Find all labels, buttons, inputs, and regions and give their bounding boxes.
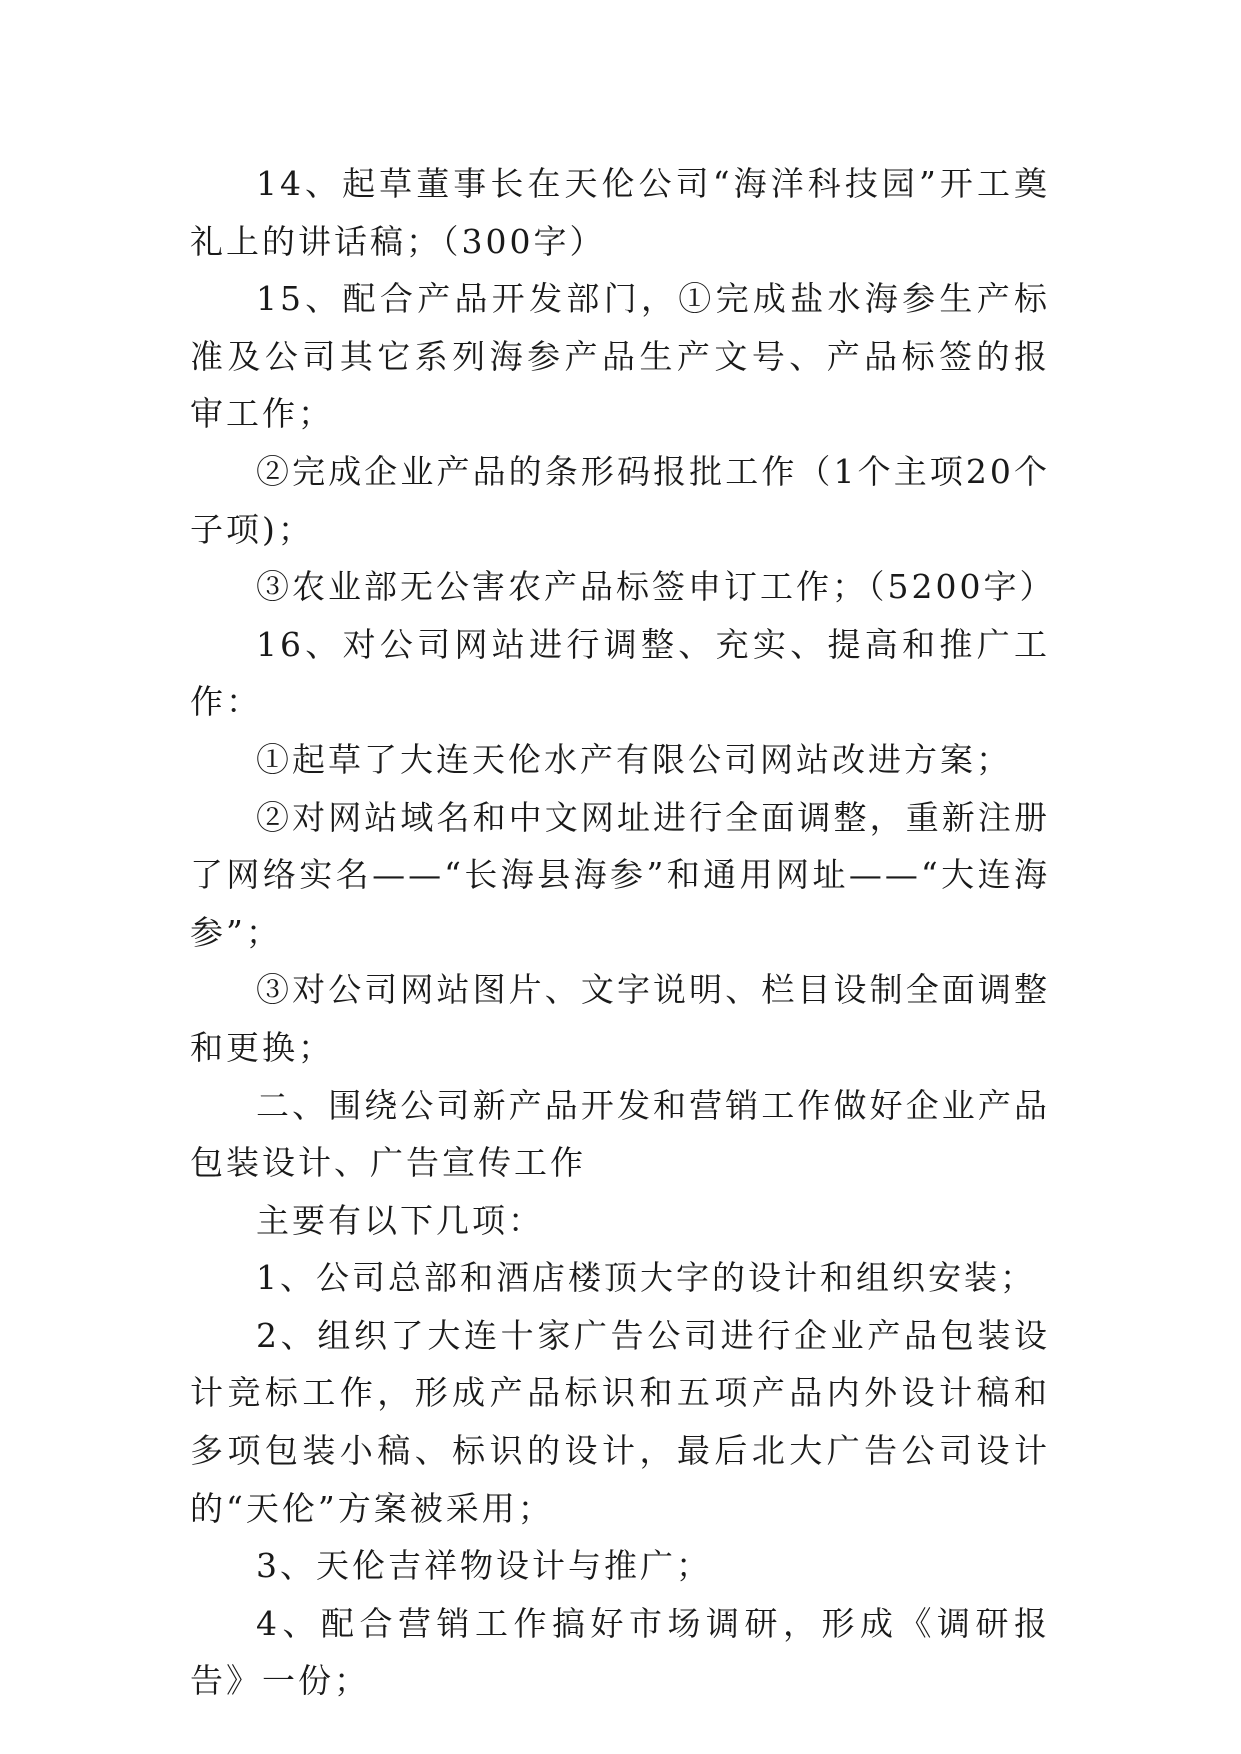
section-heading-2: 二、围绕公司新产品开发和营销工作做好企业产品包装设计、广告宣传工作: [190, 1085, 1050, 1183]
paragraph-sub-item-3b: ③对公司网站图片、文字说明、栏目设制全面调整和更换；: [190, 970, 1050, 1067]
paragraph-list-2: 2、组织了大连十家广告公司进行企业产品包装设计竞标工作，形成产品标识和五项产品内外设计稿和多项包装小稿、标识的设计，最后北大广告公司设计的“天伦”方案被采用；: [190, 1315, 1050, 1528]
paragraph-item-15: 15、配合产品开发部门，①完成盐水海参生产标准及公司其它系列海参产品生产文号、产品标签的报审工作；: [190, 279, 1050, 434]
paragraph-sub-item-1: ①起草了大连天伦水产有限公司网站改进方案；: [256, 739, 1012, 779]
paragraph-list-3: 3、天伦吉祥物设计与推广；: [256, 1546, 712, 1586]
paragraph-list-1: 1、公司总部和酒店楼顶大字的设计和组织安装；: [256, 1258, 1036, 1298]
paragraph-sub-item-2b: ②对网站域名和中文网址进行全面调整，重新注册了网络实名——“长海县海参”和通用网址——“大连海参”；: [190, 797, 1050, 952]
paragraph-intro: 主要有以下几项：: [256, 1200, 544, 1240]
paragraph-item-16: 16、对公司网站进行调整、充实、提高和推广工作：: [190, 624, 1050, 722]
paragraph-sub-item-2: ②完成企业产品的条形码报批工作（1个主项20个子项)；: [190, 451, 1050, 549]
paragraph-item-14: 14、起草董事长在天伦公司“海洋科技园”开工奠礼上的讲话稿；（300字）: [190, 164, 1050, 261]
document-body: [190, 155, 1056, 1710]
paragraph-sub-item-3: ③农业部无公害农产品标签申订工作；（5200字）: [256, 567, 1056, 607]
paragraph-list-4: 4、配合营销工作搞好市场调研，形成《调研报告》一份；: [190, 1603, 1050, 1701]
